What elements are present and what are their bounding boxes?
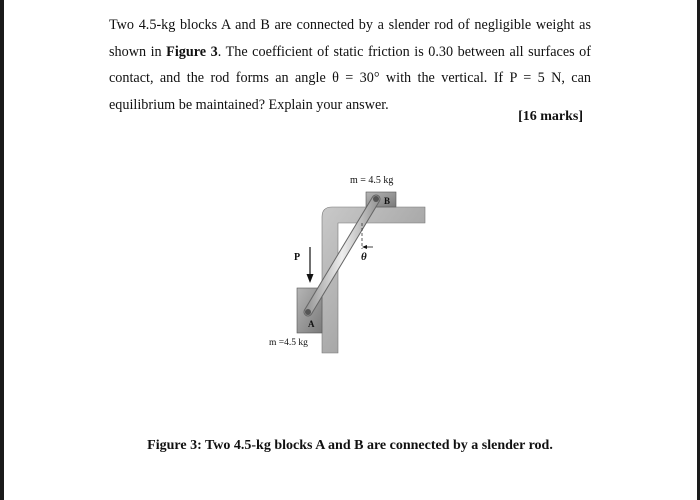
theta-label: θ (361, 251, 367, 263)
block-a-label: A (308, 319, 315, 329)
figure-reference: Figure 3 (166, 43, 218, 60)
left-edge-border (0, 0, 4, 500)
question-part-1: Two 4.5-kg blocks A and B are connected by a slender rod of negligible weight as shown in (109, 17, 591, 60)
figure-caption: Figure 3: Two 4.5-kg blocks A and B are connected by a slender rod. (147, 438, 553, 453)
mass-label-block-a: m =4.5 kg (269, 338, 308, 348)
figure-3 (250, 165, 440, 365)
question-part-2: . The coefficient of static friction is 0.30 between all surfaces of contact, and the rod forms an angle θ = 30° with the vertical. If P = 5 N, can equilibrium be maintained? Explain your answer. (109, 43, 591, 113)
block-b-label: B (384, 196, 391, 206)
figure-diagram (250, 165, 440, 365)
question-text (109, 12, 591, 118)
mass-label-block-b: m = 4.5 kg (350, 175, 394, 186)
pin-b (373, 196, 379, 202)
angle-arrow-head (362, 245, 367, 249)
force-p-label: P (294, 252, 301, 263)
pin-a (305, 309, 311, 315)
support-surface (322, 207, 425, 353)
marks-label: [16 marks] (518, 109, 583, 124)
force-p-arrow-head (307, 274, 314, 283)
